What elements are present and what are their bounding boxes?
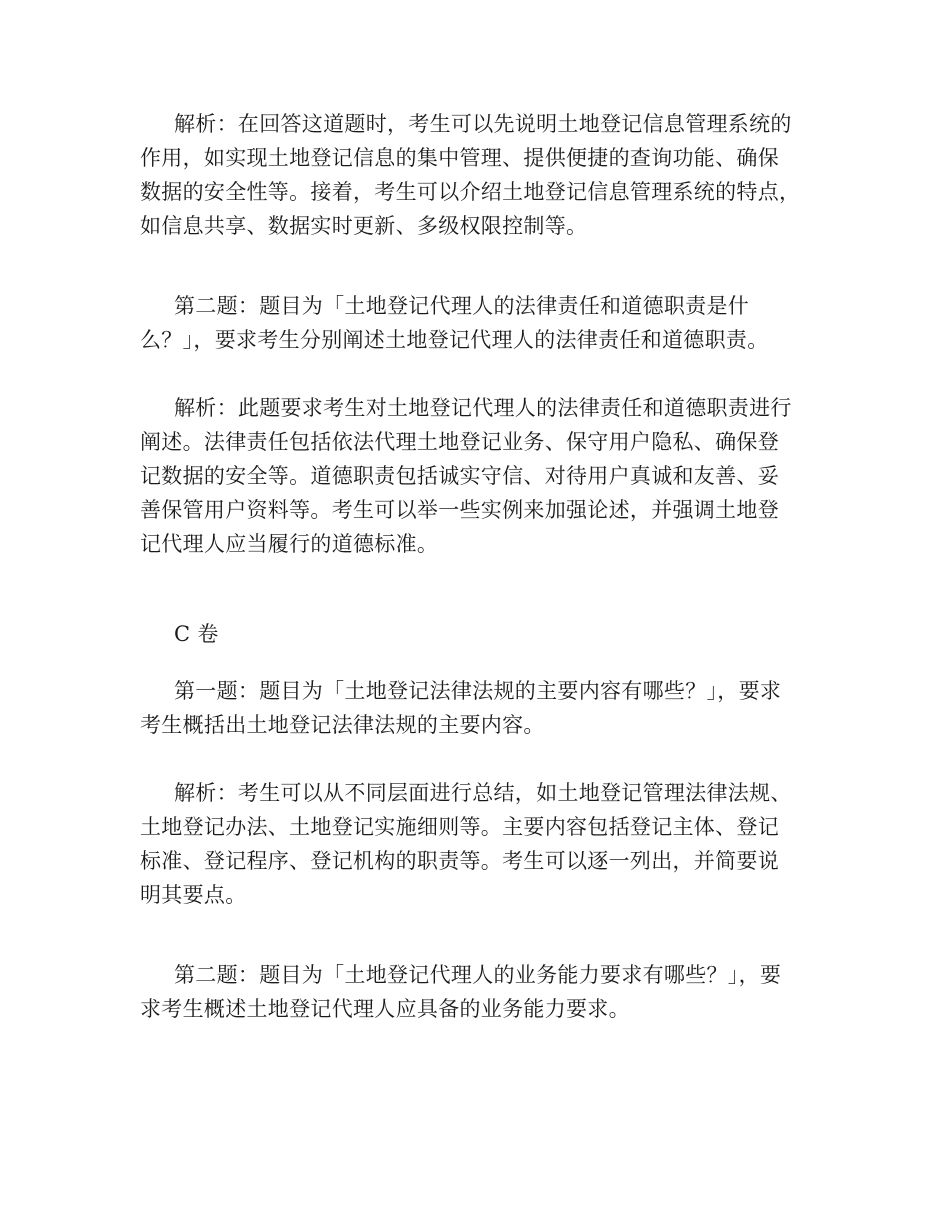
analysis-paragraph [140,776,820,912]
text-line: 求考生概述土地登记代理人应具备的业务能力要求。 [140,997,630,1021]
text-line: 考生概括出土地登记法律法规的主要内容。 [140,713,545,737]
text-line: 土地登记办法、土地登记实施细则等。主要内容包括登记主体、登记 [140,815,779,839]
text-line: 么？」，要求考生分别阐述土地登记代理人的法律责任和道德职责。 [140,328,769,352]
text-line: 解析：考生可以从不同层面进行总结，如土地登记管理法律法规、 [174,781,792,805]
text-line: 记数据的安全等。道德职责包括诚实守信、对待用户真诚和友善、妥 [140,464,779,488]
question-paragraph [140,289,820,357]
section-title: C 卷 [174,622,219,646]
section-heading [140,617,820,651]
text-line: 明其要点。 [140,883,247,907]
text-line: 标准、登记程序、登记机构的职责等。考生可以逐一列出，并简要说 [140,849,779,873]
question-paragraph [140,674,820,742]
text-line: 第二题：题目为「土地登记代理人的业务能力要求有哪些？」，要 [174,963,782,987]
text-line: 记代理人应当履行的道德标准。 [140,532,439,556]
text-line: 阐述。法律责任包括依法代理土地登记业务、保守用户隐私、确保登 [140,430,779,454]
text-line: 作用，如实现土地登记信息的集中管理、提供便捷的查询功能、确保 [140,146,779,170]
text-line: 数据的安全性等。接着，考生可以介绍土地登记信息管理系统的特点， [140,180,801,204]
question-paragraph [140,958,820,1026]
analysis-paragraph [140,107,820,243]
text-line: 第一题：题目为「土地登记法律法规的主要内容有哪些？」，要求 [174,679,782,703]
text-line: 解析：此题要求考生对土地登记代理人的法律责任和道德职责进行 [174,396,792,420]
text-line: 解析：在回答这道题时，考生可以先说明土地登记信息管理系统的 [174,112,792,136]
analysis-paragraph [140,391,820,561]
text-line: 善保管用户资料等。考生可以举一些实例来加强论述，并强调土地登 [140,498,779,522]
text-line: 如信息共享、数据实时更新、多级权限控制等。 [140,214,588,238]
text-line: 第二题：题目为「土地登记代理人的法律责任和道德职责是什 [174,294,750,318]
